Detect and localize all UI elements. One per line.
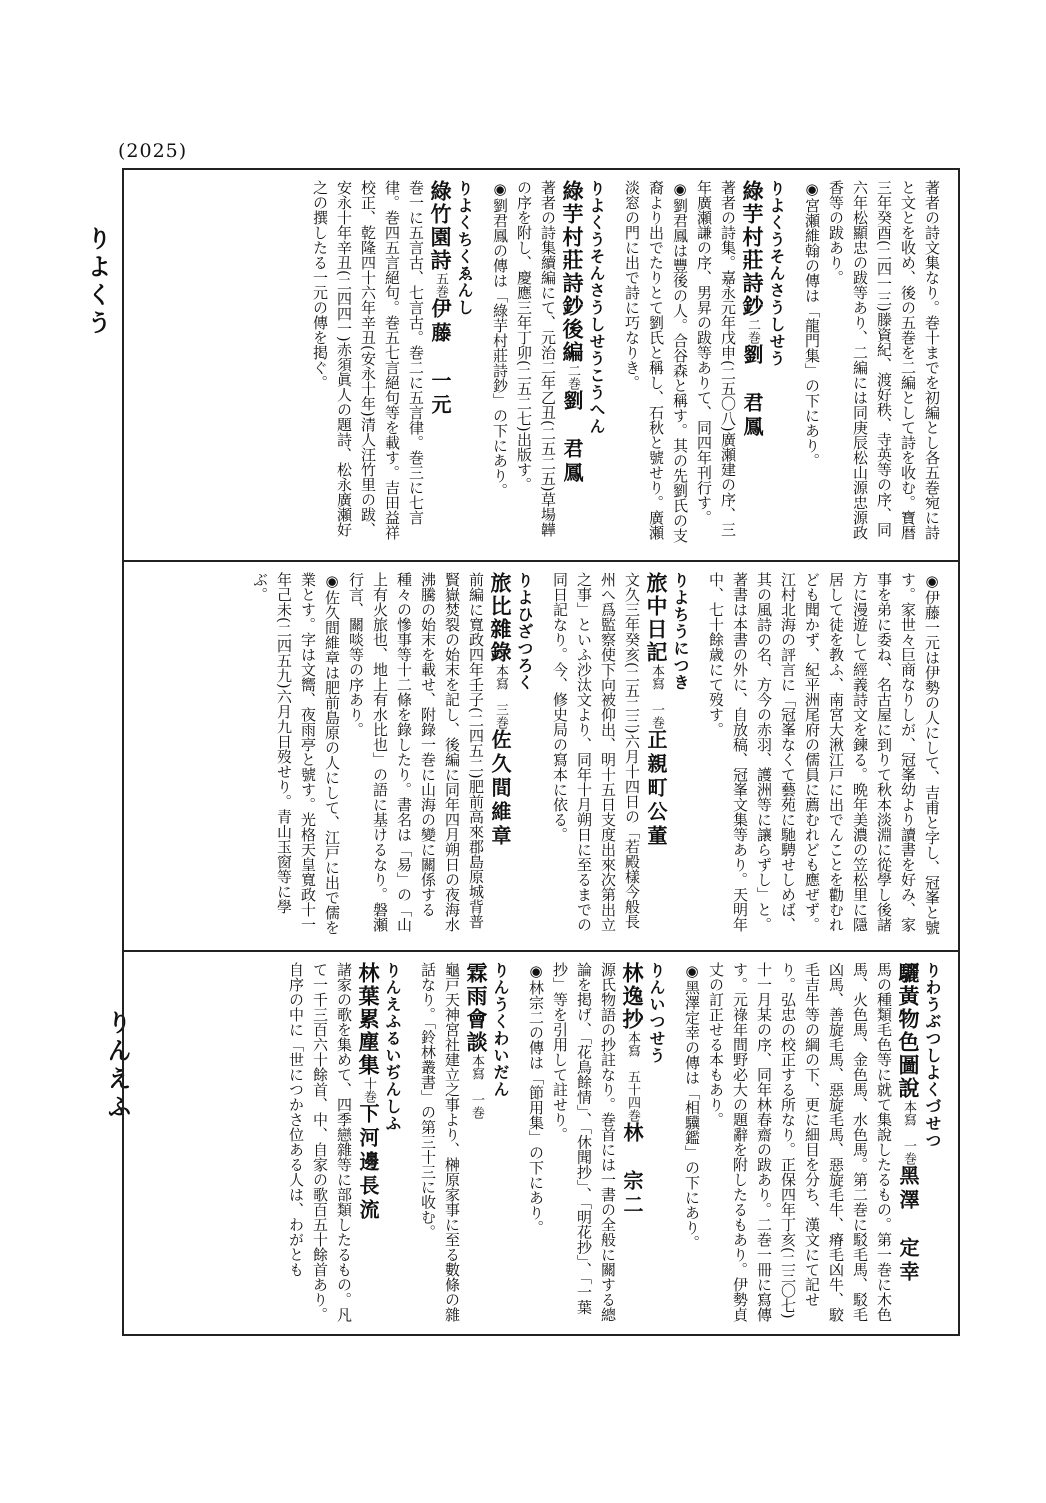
entry-reading: りんいつせう (647, 962, 666, 1064)
entry-reading: りわうぶつしよくづせつ (923, 962, 942, 1149)
entry-reading: りよくちくゑんし (455, 180, 474, 316)
entry-reading: りよひざつろく (515, 572, 534, 691)
entry-volume: 二巻 (745, 318, 760, 344)
entry-volume: 本寫 三巻 (493, 664, 508, 729)
entry-volume: 本寫 一巻 (901, 1100, 916, 1165)
entry-author: 下河邊長流 (356, 1103, 380, 1223)
entry-title: 霖雨會談 (464, 962, 489, 1054)
entry-author: 劉 君鳳 (560, 390, 584, 486)
band-upper-columns (138, 180, 944, 550)
entry-title: 綠芋村莊詩鈔後編 (560, 180, 585, 364)
entry-heading (620, 962, 644, 1326)
entry-body: 前編に寬政四年壬子(二四五二)肥前高來郡島原城背普賢嶽焚裂の始末を記し、後編に同年四月朔日の夜海水沸騰の始末を載せ、附錄一巻に山海の變に關係する種々の慘事等十二條を錄したり。書名は「易」の「山上有火旅也、地上有水比也」の語に基けるなり。磐瀬行言、關啖等の序あり。 (347, 572, 485, 932)
entry-heading (896, 962, 920, 1326)
page-frame (122, 168, 960, 1336)
band-middle-columns (138, 572, 944, 940)
band-lower (124, 950, 958, 1334)
entry-reading: りんうくわいだん (491, 962, 510, 1098)
entry-volume: 本寫 五十四巻 (625, 1031, 640, 1122)
entry-reading: りんえふるいぢんしふ (383, 962, 402, 1132)
side-label-lower: りんえふ (103, 1010, 132, 1122)
entry-volume: 本寫 一巻 (469, 1054, 484, 1119)
entry-note: ◉ 黑澤定幸の傳は「相驥鑑」の下にあり。 (680, 962, 704, 1326)
band-middle (124, 560, 958, 948)
entry-note: ◉ 宮瀬維翰の傳は「龍門集」の下にあり。 (800, 180, 824, 550)
entry-author: 黑澤 定幸 (896, 1165, 920, 1285)
entry-body: 馬の種類毛色等に就て集說したるもの。第一巻に木色馬、火色馬、金色馬、水色馬。第二巻に駁毛馬、駁毛凶馬、善旋毛馬、惡旋毛馬、惡旋毛牛、瘠毛凶牛、駮毛吉牛等の綱の下、更に細目を分ち、漢文にて記せり。弘忠の校正する所なり。正保四年丁亥(二三〇七)十一月某の序、同年林春齋の跋あり。二巻一冊に寫傳す。元祿年間野必大の題辭を附したるもあり。伊勢貞丈の訂正せる本もあり。 (707, 962, 893, 1322)
entry-title: 綠芋村莊詩鈔 (740, 180, 765, 318)
dictionary-entry (704, 572, 944, 940)
entry-heading (488, 572, 512, 940)
dictionary-entry (416, 962, 512, 1326)
entry-body: 龜戸天神宮社建立之事より、榊原家事に至る數條の雜話なり。「鈴林叢書」の第三十三に收む。 (419, 962, 461, 1322)
entry-body: 著者の詩文集なり。巻十までを初編とし各五巻宛に詩と文とを收め、後の五巻を二編として詩を收む。寶暦三年癸酉(二四一三)滕資紀、渡好秩、寺英等の序、同六年松顯忠の跋等あり、二編には同庚辰松山源忠源政香等の跋あり。 (827, 180, 941, 540)
entry-title: 林逸抄 (620, 962, 645, 1031)
entry-title: 綠竹園詩 (428, 180, 453, 272)
entry-heading (428, 180, 452, 550)
entry-title: 旅比雜錄 (488, 572, 513, 664)
entry-body: 著者の詩集。嘉永元年戊申(二五〇八)廣瀬建の序、三年廣瀬謙の序、男昇の跋等ありて、同四年刊行す。 (695, 180, 737, 537)
entry-note: ◉ 佐久間維章は肥前島原の人にして、江戸に出で儒を業とす。字は文嚮、夜雨亭と號す。光格天皇寬政十一年己未(二四五九)六月九日歿せり。青山玉窗等に學ぶ。 (248, 572, 344, 940)
dictionary-entry (308, 180, 476, 550)
dictionary-entry (620, 180, 788, 550)
entry-body: 源氏物語の抄註なり。巻首には一書の全般に關する總論を掲げ、「花鳥餘情」、「休聞抄」、「明花抄」、「一葉抄」等を引用して註せり。 (551, 962, 617, 1322)
entry-heading (644, 572, 668, 940)
entry-note: ◉ 劉君鳳は豐後の人。合谷森と稱す。其の先劉氏の支裔より出でたりとて劉氏と稱し、石秋と號せり。廣瀬淡窓の門に出で詩に巧なりき。 (620, 180, 692, 550)
entry-heading (560, 180, 584, 550)
entry-body: 巻一に五言古、七言古。巻二に五言律。巻三に七言律。巻四五言絕句。巻五七言絕句等を載す。吉田益祥校正、乾隆四十六年辛丑(安永十年)清人汪竹里の跋、安永十年辛丑(二四四一)赤須眞人の題詩、松永廣瀬好之の撰したる一元の傳を掲ぐ。 (311, 180, 425, 540)
entry-title: 林葉累塵集 (356, 962, 381, 1077)
entry-title: 驪黃物色圖說 (896, 962, 921, 1100)
entry-reading: りよくうそんさうしせうこうへん (587, 180, 606, 435)
entry-volume: 二巻 (565, 364, 580, 390)
entry-author: 佐久間維章 (488, 729, 512, 849)
entry-heading (740, 180, 764, 550)
page-number: (2025) (118, 140, 188, 162)
dictionary-entry (248, 572, 536, 940)
entry-body: 文久三年癸亥(二五二三)六月十四日の「若殿樣今般長州へ爲監察使下向被仰出、明十五日支度出來次第出立之事」といふ沙汰文より、同年十月朔日に至るまでの同日記なり。今、修史局の寫本に依る。 (551, 572, 641, 932)
side-label-upper: りよくう (83, 226, 112, 338)
entry-reading: りよくうそんさうしせう (767, 180, 786, 367)
dictionary-entry (800, 180, 944, 550)
band-lower-columns (138, 962, 944, 1326)
entry-title: 旅中日記 (644, 572, 669, 664)
dictionary-entry (284, 962, 404, 1326)
entry-author: 林 宗二 (620, 1122, 644, 1218)
entry-author: 劉 君鳳 (740, 344, 764, 440)
band-upper (124, 170, 958, 558)
entry-body: 諸家の歌を集めて、四季戀雜等に部類したるもの。凡て一千三百六十餘首、中、自家の歌百五十餘首あり。自序の中に「世につかさ位ある人は、わがとも (287, 962, 353, 1322)
entry-volume: 十巻 (361, 1077, 376, 1103)
dictionary-entry (548, 572, 692, 940)
entry-author: 伊藤 一元 (428, 298, 452, 418)
entry-volume: 五巻 (433, 272, 448, 298)
entry-heading (464, 962, 488, 1326)
entry-body: 著者の詩集續編にて、元治二年乙丑(二五二五)草場韡の序を附し、慶應三年丁卯(二五二七)出版す。 (515, 180, 557, 537)
dictionary-entry (488, 180, 608, 550)
entry-note: ◉ 劉君鳳の傳は「綠芋村莊詩鈔」の下にあり。 (488, 180, 512, 550)
entry-volume: 本寫 一巻 (649, 664, 664, 729)
entry-note: ◉ 伊藤一元は伊勢の人にして、吉甫と字し、冠峯と號す。家世々巨商なりしが、冠峯幼より讀書を好み、家事を弟に委ね、名古屋に到りて秋本淡淵に從學し後諸方に漫遊して經義詩文を鍊る。晩年美濃の笠松里に隱居して徒を教ふ、南宮大湫江戸に出でんことを勸むれども聞かず、紀平洲尾府の儒員に薦むれども應ぜず。江村北海の評言に「冠峯なくて藝苑に馳騁せしめば、其の風詩の名、方今の赤羽、護洲等に讓らずし」と。著書は本書の外に、自放稿、冠峯文集等あり。天明年中、七十餘歳にて歿す。 (704, 572, 944, 940)
entry-heading (356, 962, 380, 1326)
entry-reading: りよちうにつき (671, 572, 690, 691)
dictionary-entry (680, 962, 944, 1326)
entry-note: ◉ 林宗二の傳は「節用集」の下にあり。 (524, 962, 548, 1326)
entry-author: 正親町公董 (644, 729, 668, 849)
dictionary-entry (524, 962, 668, 1326)
